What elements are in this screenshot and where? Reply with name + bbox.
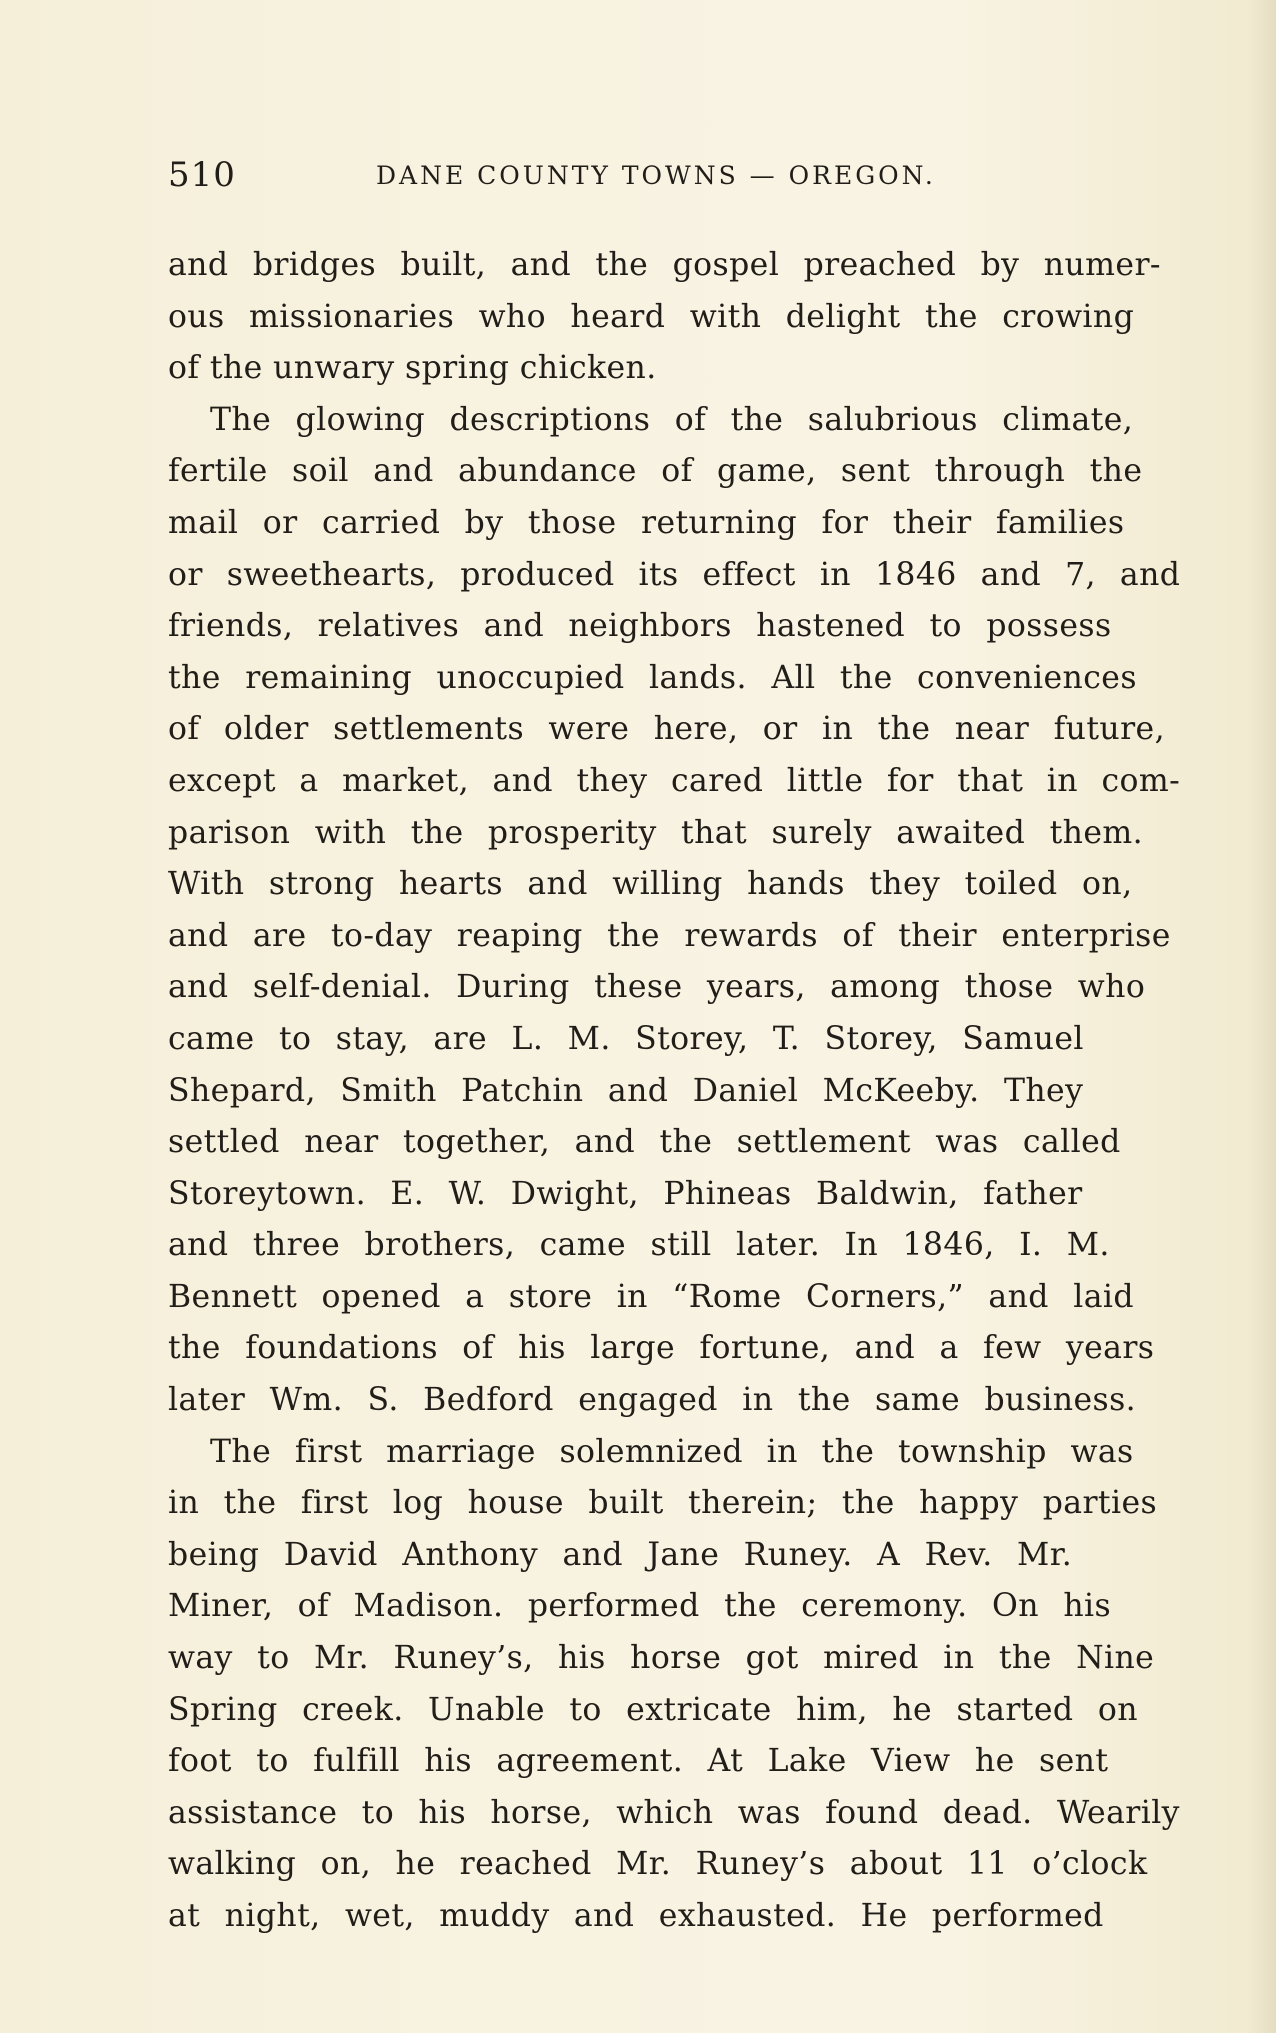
- text-line: at night, wet, muddy and exhausted. He performed: [168, 1898, 1104, 1934]
- text-line: the foundations of his large fortune, and a few years: [168, 1330, 1155, 1367]
- page-header: [168, 150, 980, 200]
- text-line: The first marriage solemnized in the township was: [210, 1433, 1134, 1470]
- text-line: Storeytown. E. W. Dwight, Phineas Baldwin, father: [168, 1175, 1083, 1212]
- text-line: Bennett opened a store in “Rome Corners,” and laid: [168, 1278, 1134, 1315]
- page-number: 510: [168, 155, 236, 195]
- text-line: and bridges built, and the gospel preached by numer-: [168, 247, 1161, 283]
- text-line: of the unwary spring chicken.: [168, 350, 657, 387]
- text-line: mail or carried by those returning for their families: [168, 504, 1125, 541]
- text-line: walking on, he reached Mr. Runey’s about 11 o’clock: [168, 1846, 1148, 1883]
- text-line: except a market, and they cared little for that in com-: [168, 762, 1181, 799]
- text-line: and three brothers, came still later. In 1846, I. M.: [168, 1227, 1110, 1264]
- text-line: or sweethearts, produced its effect in 1846 and 7, and: [168, 556, 1181, 593]
- text-line: and self-denial. During these years, among those who: [168, 969, 1146, 1006]
- text-line: The glowing descriptions of the salubrious climate,: [210, 401, 1134, 438]
- text-line: later Wm. S. Bedford engaged in the same business.: [168, 1382, 1137, 1419]
- text-line: With strong hearts and willing hands they toiled on,: [168, 866, 1133, 903]
- page-edge-shadow: [1248, 0, 1276, 2033]
- text-line: the remaining unoccupied lands. All the conveniences: [168, 659, 1137, 696]
- text-line: in the first log house built therein; the happy parties: [168, 1485, 1158, 1522]
- text-line: friends, relatives and neighbors hastened to possess: [168, 608, 1112, 645]
- text-line: came to stay, are L. M. Storey, T. Storey, Samuel: [168, 1020, 1084, 1057]
- text-line: Shepard, Smith Patchin and Daniel McKeeby. They: [168, 1072, 1084, 1109]
- text-line: Miner, of Madison. performed the ceremony. On his: [168, 1588, 1112, 1625]
- body-text: [168, 240, 1181, 1943]
- text-line: and are to-day reaping the rewards of their enterprise: [168, 917, 1171, 954]
- text-line: being David Anthony and Jane Runey. A Rev. Mr.: [168, 1536, 1073, 1573]
- text-line: fertile soil and abundance of game, sent through the: [168, 453, 1143, 490]
- text-line: ous missionaries who heard with delight the crowing: [168, 298, 1135, 335]
- text-line: settled near together, and the settlement was called: [168, 1124, 1121, 1161]
- text-line: assistance to his horse, which was found dead. Wearily: [168, 1794, 1180, 1831]
- running-head: DANE COUNTY TOWNS — OREGON.: [376, 161, 936, 190]
- text-line: of older settlements were here, or in the near future,: [168, 711, 1165, 748]
- text-line: foot to fulfill his agreement. At Lake View he sent: [168, 1743, 1109, 1780]
- text-line: parison with the prosperity that surely awaited them.: [168, 814, 1144, 851]
- text-line: way to Mr. Runey’s, his horse got mired in the Nine: [168, 1640, 1155, 1677]
- text-line: Spring creek. Unable to extricate him, he started on: [168, 1691, 1138, 1728]
